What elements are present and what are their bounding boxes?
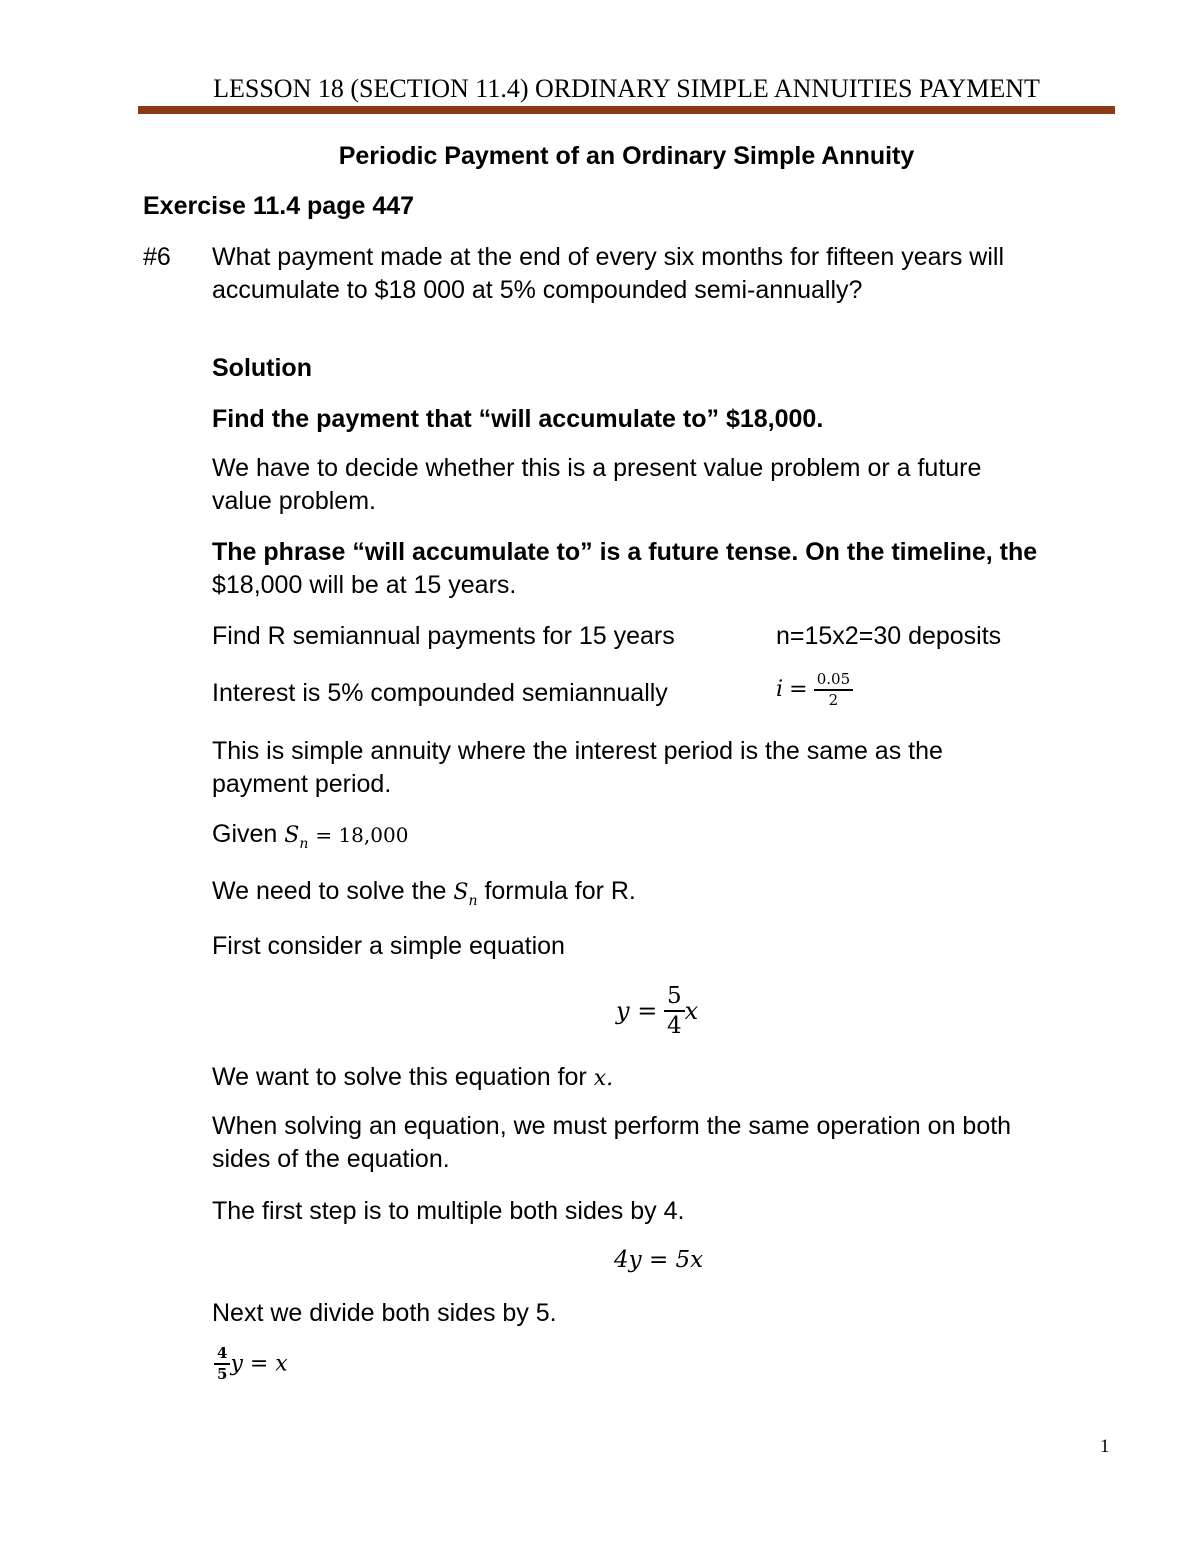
equation-1 bbox=[616, 982, 698, 1040]
equation-3-fraction bbox=[214, 1344, 230, 1384]
equation-1-fraction bbox=[664, 982, 685, 1040]
exercise-title: Exercise 11.4 page 447 bbox=[143, 192, 415, 220]
i-equation bbox=[776, 670, 853, 710]
first-step-text: The first step is to multiple both sides by 4. bbox=[212, 1197, 685, 1225]
phrase-line-2: $18,000 will be at 15 years. bbox=[212, 571, 517, 599]
given-s-subscript: n bbox=[299, 836, 309, 852]
equation-1-denominator: 4 bbox=[666, 1013, 682, 1039]
given-line bbox=[212, 818, 408, 861]
equation-1-numerator: 5 bbox=[664, 982, 685, 1012]
i-denominator: 2 bbox=[828, 691, 839, 709]
equation-3-denominator: 5 bbox=[217, 1365, 228, 1383]
need-text-pre: We need to solve the bbox=[212, 877, 447, 905]
solution-heading: Solution bbox=[212, 354, 312, 382]
section-title: Periodic Payment of an Ordinary Simple Annuity bbox=[338, 142, 915, 170]
phrase-line-1: The phrase “will accumulate to” is a future tense. On the timeline, the bbox=[212, 538, 1038, 566]
when-line-1: When solving an equation, we must perform the same operation on both bbox=[212, 1112, 1012, 1140]
i-fraction bbox=[814, 670, 853, 710]
problem-text-line-2: accumulate to $18 000 at 5% compounded semi-annually? bbox=[212, 276, 863, 304]
problem-number: #6 bbox=[143, 243, 171, 271]
equation-1-x: x bbox=[684, 997, 699, 1025]
need-s-subscript: n bbox=[468, 893, 478, 909]
decide-line-2: value problem. bbox=[212, 487, 376, 515]
page-number: 1 bbox=[1100, 1436, 1110, 1457]
next-divide-text: Next we divide both sides by 5. bbox=[212, 1299, 557, 1327]
need-s-symbol: S bbox=[453, 880, 469, 905]
simple-line-1: This is simple annuity where the interest period is the same as the bbox=[212, 737, 943, 765]
equation-3 bbox=[214, 1344, 288, 1384]
given-value: = 18,000 bbox=[315, 823, 409, 847]
find-r-text: Find R semiannual payments for 15 years bbox=[212, 622, 675, 650]
want-variable: x. bbox=[593, 1066, 614, 1091]
given-text: Given bbox=[212, 820, 278, 848]
need-line bbox=[212, 875, 636, 918]
need-text-post: formula for R. bbox=[484, 877, 636, 905]
i-variable: i bbox=[776, 676, 784, 702]
simple-line-2: payment period. bbox=[212, 770, 392, 798]
find-payment-text: Find the payment that “will accumulate to” $18,000. bbox=[212, 405, 824, 433]
equation-1-lhs: y = bbox=[616, 997, 658, 1025]
want-line bbox=[212, 1061, 613, 1095]
page-header: LESSON 18 (SECTION 11.4) ORDINARY SIMPLE ANNUITIES PAYMENT bbox=[213, 74, 1040, 103]
n-equation: n=15x2=30 deposits bbox=[776, 622, 1002, 650]
header-rule bbox=[138, 106, 1115, 114]
given-s-symbol: S bbox=[284, 823, 300, 848]
equation-3-rest: y = x bbox=[230, 1351, 288, 1377]
first-consider-text: First consider a simple equation bbox=[212, 932, 565, 960]
decide-line-1: We have to decide whether this is a present value problem or a future bbox=[212, 454, 982, 482]
interest-text: Interest is 5% compounded semiannually bbox=[212, 679, 668, 707]
problem-text-line-1: What payment made at the end of every six months for fifteen years will bbox=[212, 243, 1005, 271]
i-numerator: 0.05 bbox=[814, 670, 853, 691]
want-text: We want to solve this equation for bbox=[212, 1063, 587, 1091]
i-equals: = bbox=[789, 676, 808, 702]
equation-2: 4y = 5x bbox=[614, 1247, 704, 1273]
equation-3-numerator: 4 bbox=[214, 1344, 230, 1365]
find-payment-line bbox=[212, 403, 823, 436]
when-line-2: sides of the equation. bbox=[212, 1145, 450, 1173]
